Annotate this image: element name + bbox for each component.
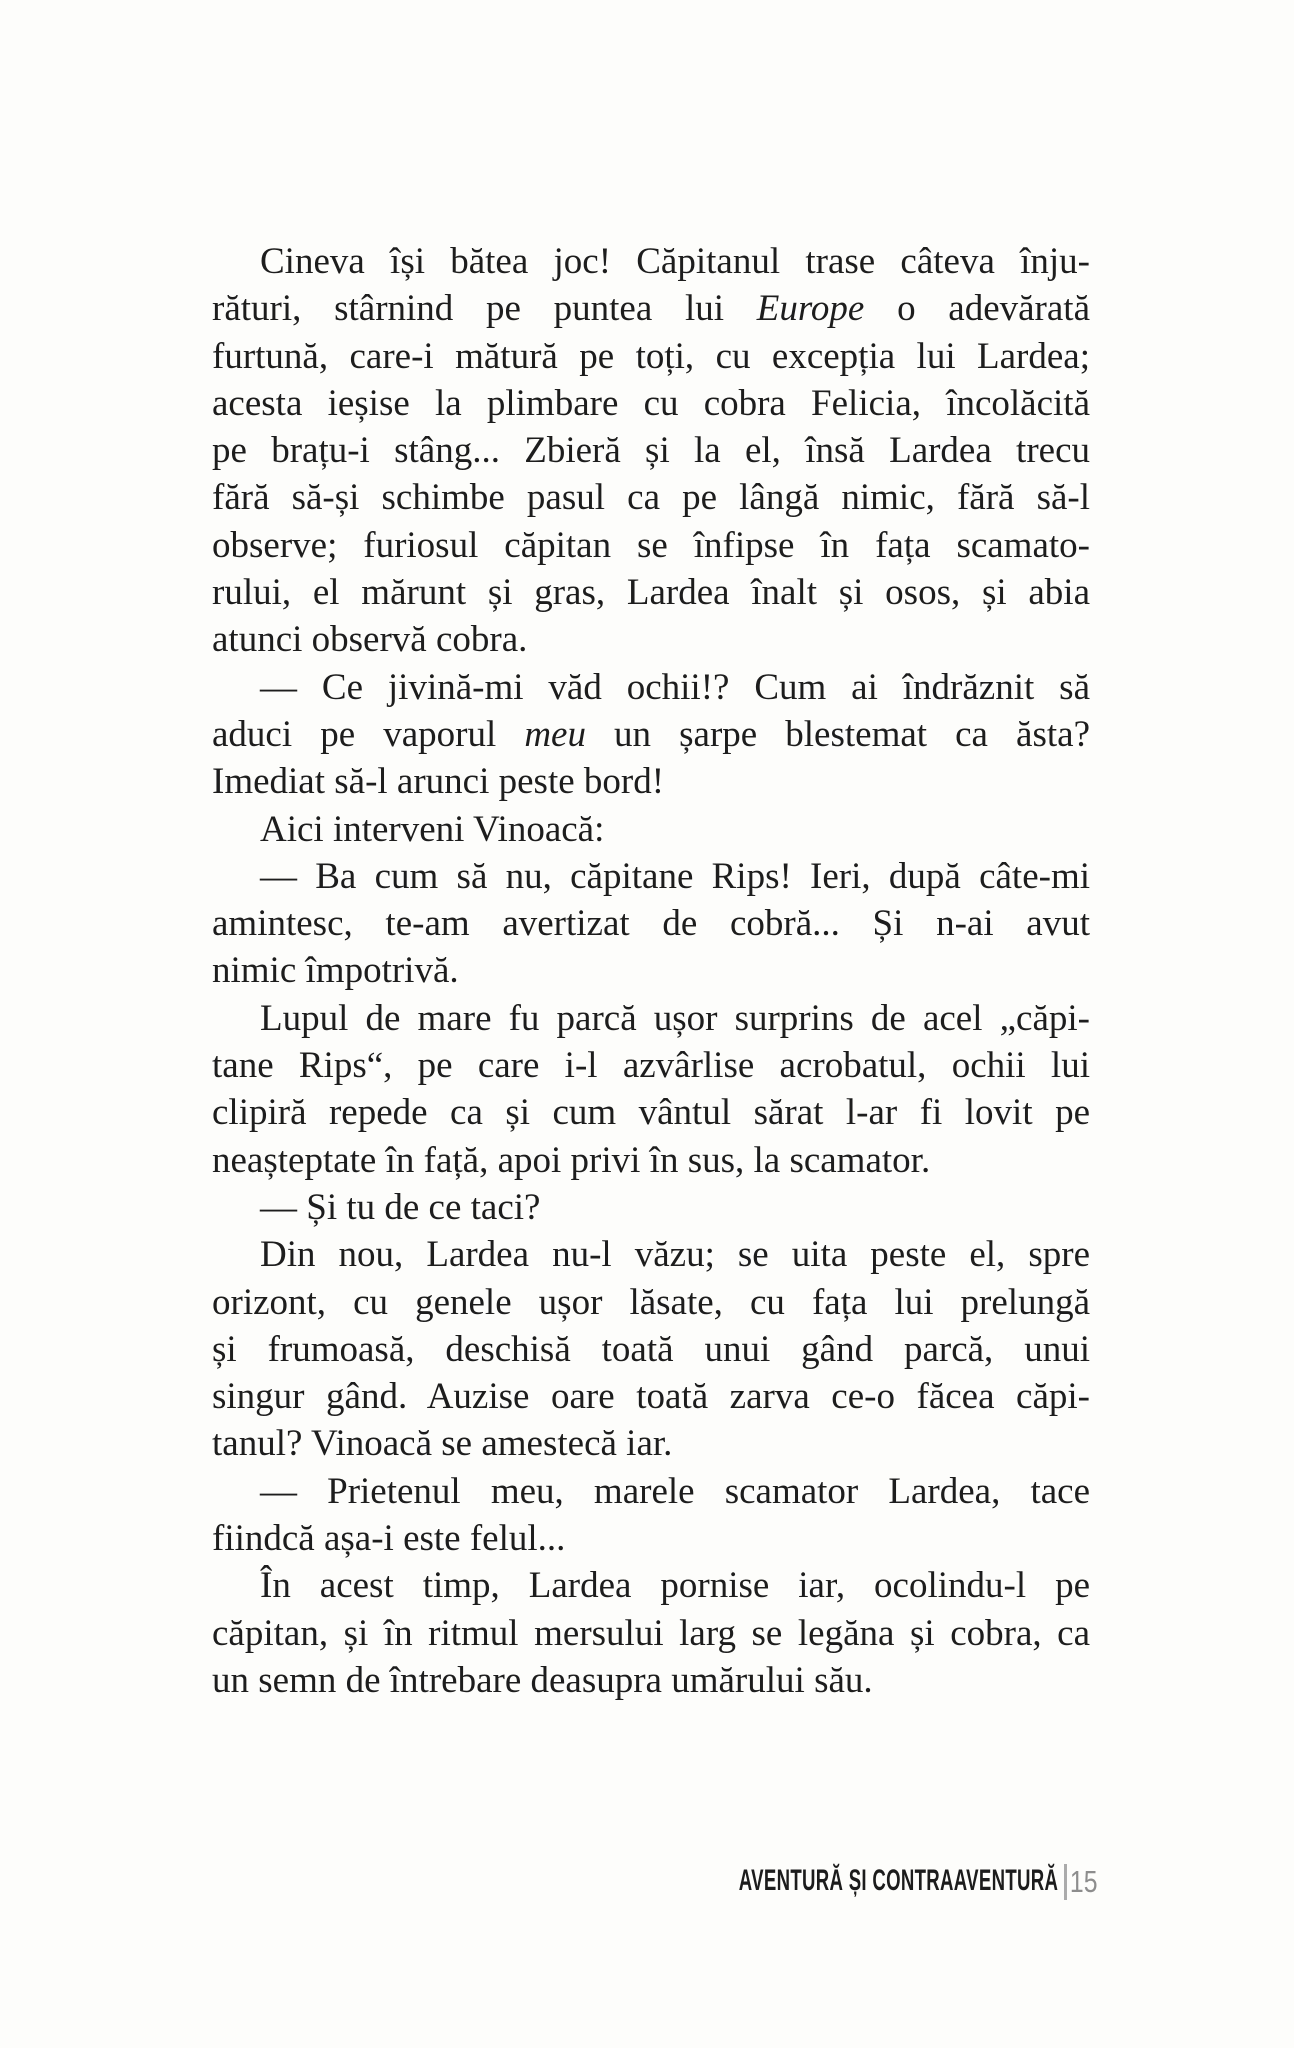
text-line (212, 1420, 1090, 1467)
text-line (212, 711, 1090, 758)
text-segment: Din nou, Lardea nu-l văzu; se uita peste el, spre (260, 1234, 1090, 1276)
text-segment: acesta ieșise la plimbare cu cobra Felicia, încolăcită (212, 382, 1090, 424)
text-line (212, 806, 1090, 853)
text-line (212, 1657, 1090, 1704)
text-segment: fiindcă așa-i este felul... (212, 1518, 566, 1560)
text-segment: — Ce jivină-mi văd ochii!? Cum ai îndrăznit să (260, 666, 1090, 708)
text-segment: tane Rips“, pe care i-l azvârlise acrobatul, ochii lui (212, 1045, 1090, 1087)
text-line (212, 900, 1090, 947)
text-line (212, 380, 1090, 427)
italic-text-segment: Europe (756, 288, 865, 330)
text-line (212, 333, 1090, 380)
text-line (212, 1468, 1090, 1515)
text-segment: amintesc, te-am avertizat de cobră... Și n-ai avut (212, 903, 1090, 945)
text-segment: furtună, care-i mătură pe toți, cu excepția lui Lardea; (212, 335, 1090, 377)
text-segment: — Ba cum să nu, căpitane Rips! Ieri, după câte-mi (260, 855, 1090, 897)
text-line (212, 1184, 1090, 1231)
text-line (212, 1610, 1090, 1657)
text-segment: căpitan, și în ritmul mersului larg se legăna și cobra, ca (212, 1612, 1090, 1654)
page-footer (0, 1862, 1097, 1906)
text-line (212, 1231, 1090, 1278)
text-segment: singur gând. Auzise oare toată zarva ce-o făcea căpi- (212, 1376, 1090, 1418)
text-segment: — Și tu de ce taci? (260, 1186, 541, 1228)
text-segment: Imediat să-l arunci peste bord! (212, 761, 665, 803)
text-line (212, 1042, 1090, 1089)
text-line (212, 474, 1090, 521)
text-line (212, 1515, 1090, 1562)
text-segment: aduci pe vaporul (212, 713, 525, 755)
text-segment: nimic împotrivă. (212, 950, 459, 992)
text-line (212, 995, 1090, 1042)
text-line (212, 853, 1090, 900)
text-line (212, 285, 1090, 332)
page-number: 15 (1069, 1864, 1097, 1899)
text-line (212, 664, 1090, 711)
text-segment: observe; furiosul căpitan se înfipse în fața scamato- (212, 524, 1090, 566)
text-line (212, 238, 1090, 285)
italic-text-segment: meu (524, 713, 586, 755)
text-line (212, 569, 1090, 616)
text-segment: În acest timp, Lardea pornise iar, ocolindu-l pe (260, 1565, 1090, 1607)
text-segment: rături, stârnind pe puntea lui (212, 288, 757, 330)
text-segment: un șarpe blestemat ca ăsta? (585, 713, 1090, 755)
text-segment: fără să-și schimbe pasul ca pe lângă nimic, fără să-l (212, 477, 1090, 519)
text-line (212, 1089, 1090, 1136)
footer-separator-bar (1064, 1864, 1067, 1900)
text-line (212, 1279, 1090, 1326)
text-line (212, 522, 1090, 569)
text-segment: pe brațu-i stâng... Zbieră și la el, însă Lardea trecu (212, 430, 1090, 472)
text-line (212, 427, 1090, 474)
text-segment: tanul? Vinoacă se amestecă iar. (212, 1423, 673, 1465)
text-segment: neașteptate în față, apoi privi în sus, la scamator. (212, 1139, 931, 1181)
text-segment: Cineva își bătea joc! Căpitanul trase câteva înju- (260, 241, 1090, 282)
text-line (212, 758, 1090, 805)
text-segment: clipiră repede ca și cum vântul sărat l-ar fi lovit pe (212, 1092, 1090, 1134)
text-block (212, 238, 1090, 1704)
text-segment: un semn de întrebare deasupra umărului său. (212, 1659, 873, 1701)
text-segment: Lupul de mare fu parcă ușor surprins de acel „căpi- (260, 997, 1090, 1039)
text-line (212, 1326, 1090, 1373)
text-line (212, 947, 1090, 994)
text-line (212, 1137, 1090, 1184)
text-segment: o adevărată (864, 288, 1090, 330)
text-line (212, 1373, 1090, 1420)
footer-book-title: AVENTURĂ ȘI CONTRAAVENTURĂ (738, 1864, 1058, 1897)
text-segment: — Prietenul meu, marele scamator Lardea, tace (260, 1470, 1090, 1512)
text-segment: atunci observă cobra. (212, 619, 528, 661)
text-line (212, 616, 1090, 663)
text-segment: Aici interveni Vinoacă: (260, 808, 605, 850)
text-segment: orizont, cu genele ușor lăsate, cu fața lui prelungă (212, 1281, 1090, 1323)
text-segment: rului, el mărunt și gras, Lardea înalt și osos, și abia (212, 572, 1090, 614)
text-segment: și frumoasă, deschisă toată unui gând parcă, unui (212, 1328, 1090, 1370)
text-line (212, 1562, 1090, 1609)
